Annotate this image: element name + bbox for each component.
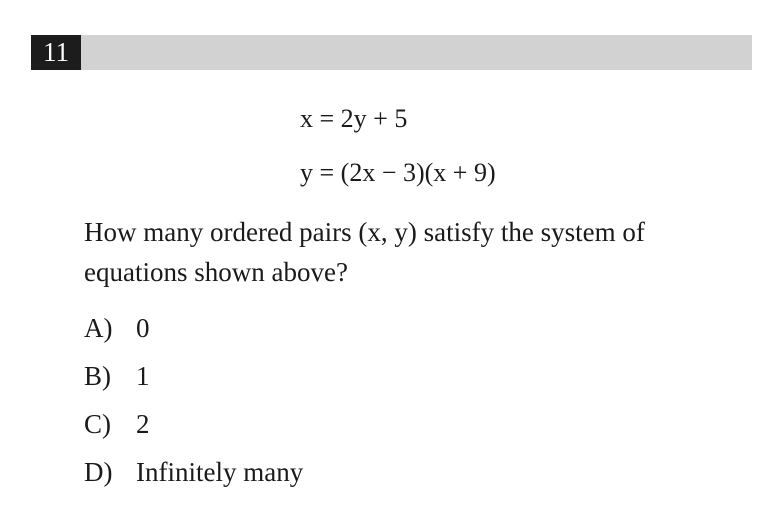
choice-letter: D) bbox=[84, 457, 113, 487]
question-number: 11 bbox=[31, 35, 81, 70]
choice-d[interactable] bbox=[84, 456, 303, 504]
choice-text: Infinitely many bbox=[136, 457, 304, 487]
equation-system bbox=[300, 104, 496, 212]
choice-letter: B) bbox=[84, 361, 111, 391]
choice-b[interactable] bbox=[84, 360, 303, 408]
choice-text: 0 bbox=[136, 313, 150, 343]
choice-c[interactable] bbox=[84, 408, 303, 456]
question-stem: How many ordered pairs (x, y) satisfy the system of equations shown above? bbox=[84, 217, 645, 287]
choice-a[interactable] bbox=[84, 312, 303, 360]
answer-choices bbox=[84, 312, 303, 504]
choice-letter: C) bbox=[84, 409, 111, 439]
choice-text: 1 bbox=[136, 361, 150, 391]
equation-2: y = (2x − 3)(x + 9) bbox=[300, 158, 496, 187]
equation-1: x = 2y + 5 bbox=[300, 104, 408, 133]
question-header-bar bbox=[31, 35, 752, 70]
choice-text: 2 bbox=[136, 409, 150, 439]
choice-letter: A) bbox=[84, 313, 113, 343]
